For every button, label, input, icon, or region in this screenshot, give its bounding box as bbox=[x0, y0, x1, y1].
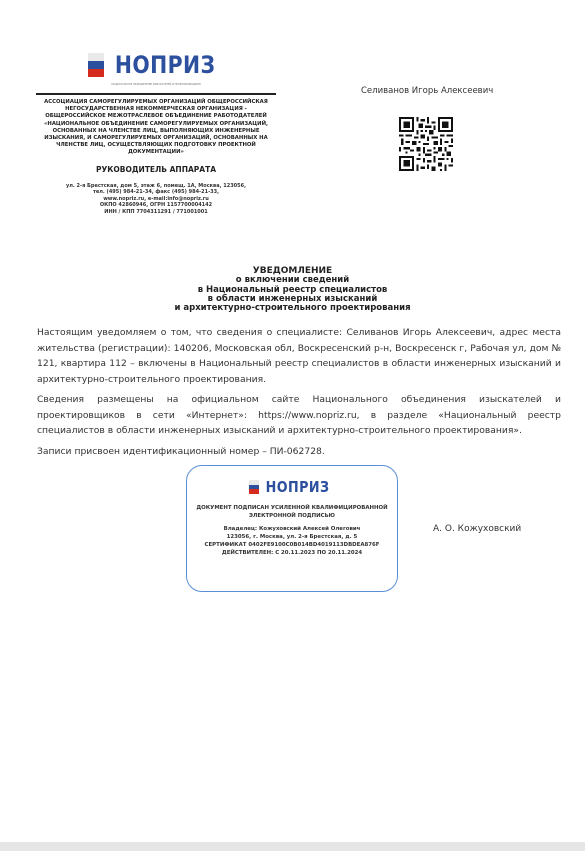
nopriz-logo bbox=[36, 48, 276, 82]
body-paragraph-inclusion: Настоящим уведомляем о том, что сведения о специалисте: Селиванов Игорь Алексеевич, адрес места жительства (регистрации): 140206, Московская обл, Воскресенский р-н, Воскресенск г, Рабочая ул, дом № 121, квартира 112 – включены в Национальный реестр специалистов в области инженерных изысканий и архитектурно-строительного проектирования. bbox=[37, 327, 561, 385]
sender-role: РУКОВОДИТЕЛЬ АППАРАТА bbox=[95, 164, 216, 174]
stamp-logo bbox=[187, 478, 397, 496]
organization-header bbox=[36, 48, 276, 216]
organization-contacts bbox=[36, 183, 276, 216]
recipient-name: Селиванов Игорь Алексеевич bbox=[361, 86, 494, 96]
contact-line: тел. (495) 984-21-34, факс (495) 984-21-33, bbox=[92, 189, 220, 196]
body-paragraph-publication: Сведения размещены на официальном сайте Национального объединения изыскателей и проектировщиков в сети «Интернет»: https://www.nopriz.ru, в разделе «Национальный реестр специалистов в области инженерных изысканий и архитектурно-строительного проектирования». bbox=[37, 394, 561, 436]
russian-flag-icon bbox=[249, 480, 259, 494]
document-title bbox=[0, 267, 585, 313]
title-heading: УВЕДОМЛЕНИЕ bbox=[252, 266, 333, 276]
organization-name: АССОЦИАЦИЯ САМОРЕГУЛИРУЕМЫХ ОРГАНИЗАЦИЙ ОБЩЕРОССИЙСКАЯ НЕГОСУДАРСТВЕННАЯ НЕКОММЕРЧЕСКАЯ ОРГАНИЗАЦИЯ - ОБЩЕРОССИЙСКОЕ МЕЖОТРАСЛЕВОЕ ОБЪЕДИНЕНИЕ РАБОТОДАТЕЛЕЙ «НАЦИОНАЛЬНОЕ ОБЪЕДИНЕНИЕ САМОРЕГУЛИРУЕМЫХ ОРГАНИЗАЦИЙ, ОСНОВАННЫХ НА ЧЛЕНСТВЕ ЛИЦ, ВЫПОЛНЯЮЩИХ ИНЖЕНЕРНЫЕ ИЗЫСКАНИЯ, И САМОРЕГУЛИРУЕМЫХ ОРГАНИЗАЦИЙ, ОСНОВАННЫХ НА ЧЛЕНСТВЕ ЛИЦ, ОСУЩЕСТВЛЯЮЩИХ ПОДГОТОВКУ ПРОЕКТНОЙ ДОКУМЕНТАЦИИ» bbox=[43, 99, 269, 156]
stamp-validity: ДЕЙСТВИТЕЛЕН: С 20.11.2023 ПО 20.11.2024 bbox=[221, 550, 363, 556]
stamp-logo-text: НОПРИЗ bbox=[265, 478, 330, 496]
logo-text: НОПРИЗ bbox=[114, 51, 216, 79]
body-paragraph-id-number: Записи присвоен идентификационный номер – ПИ-062728. bbox=[37, 445, 325, 457]
qr-code-icon bbox=[399, 117, 453, 171]
notice-body bbox=[37, 325, 561, 464]
stamp-signed-line: ДОКУМЕНТ ПОДПИСАН УСИЛЕННОЙ КВАЛИФИЦИРОВАННОЙ bbox=[196, 505, 388, 511]
header-divider bbox=[36, 93, 276, 95]
title-line: и архитектурно-строительного проектирования bbox=[174, 303, 411, 314]
title-line: о включении сведений bbox=[235, 275, 350, 286]
signer-name: А. О. Кожуховский bbox=[433, 524, 522, 534]
title-line: в области инженерных изысканий bbox=[207, 293, 378, 304]
electronic-signature-stamp bbox=[186, 465, 398, 592]
contact-line: ул. 2-я Брестская, дом 5, этаж 6, помещ. 1А, Москва, 123056, bbox=[65, 182, 247, 189]
contact-line: www.nopriz.ru, e-mail:info@nopriz.ru bbox=[103, 195, 209, 202]
page-bottom-strip bbox=[0, 842, 585, 851]
logo-tagline: НАЦИОНАЛЬНОЕ ОБЪЕДИНЕНИЕ ИЗЫСКАТЕЛЕЙ И ПРОЕКТИРОВЩИКОВ bbox=[111, 83, 201, 86]
contact-line: ИНН / КПП 7704311291 / 771001001 bbox=[104, 209, 208, 215]
contact-line: ОКПО 42860946, ОГРН 1157700004142 bbox=[99, 202, 213, 209]
stamp-owner: Владелец: Кожуховский Алексей Олегович bbox=[223, 526, 361, 532]
stamp-address: 123056, г. Москва, ул. 2-я Брестская, д. 5 bbox=[226, 534, 358, 540]
stamp-certificate: СЕРТИФИКАТ 0402FE9100C0B014BD4019113DBDEA876F bbox=[204, 542, 380, 548]
title-line: в Национальный реестр специалистов bbox=[197, 284, 388, 295]
stamp-signed-line-2: ЭЛЕКТРОННОЙ ПОДПИСЬЮ bbox=[248, 513, 336, 519]
russian-flag-icon bbox=[88, 53, 104, 77]
